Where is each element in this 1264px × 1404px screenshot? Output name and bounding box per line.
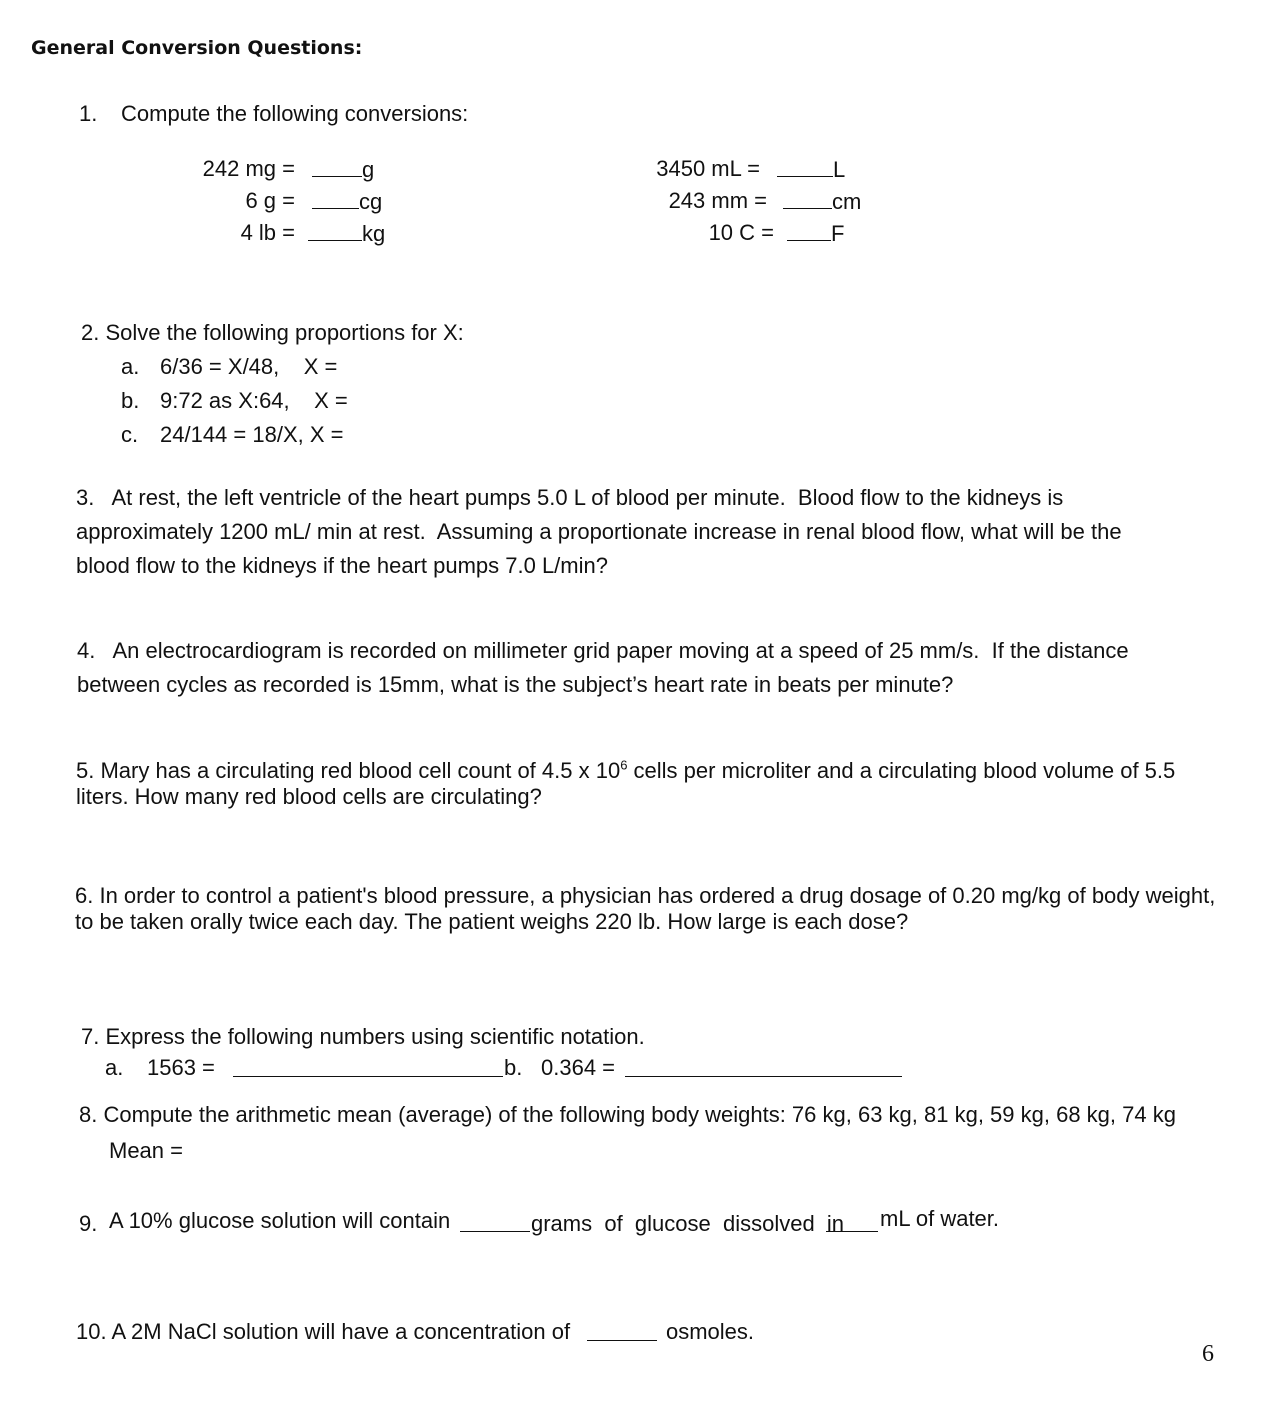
- unit-label: L: [833, 157, 846, 182]
- q1-right-2-answer: [787, 220, 844, 247]
- q7-a-answer-blank[interactable]: [233, 1056, 503, 1077]
- page-number: 6: [1202, 1341, 1214, 1367]
- q7-b-text: 0.364 =: [541, 1055, 616, 1080]
- q1-left-0-lhs: 242 mg =: [202, 156, 295, 181]
- q2-c-letter: c.: [121, 422, 139, 447]
- q2-b-letter: b.: [121, 388, 140, 413]
- q9-part1: A 10% glucose solution will contain: [109, 1208, 451, 1233]
- q2-prompt: 2. Solve the following proportions for X:: [81, 320, 464, 345]
- q1-right-1-lhs: 243 mm =: [668, 188, 767, 213]
- unit-label: cm: [832, 189, 862, 214]
- unit-label: cg: [359, 189, 383, 214]
- q5-exponent: 6: [620, 757, 628, 773]
- unit-label: F: [831, 221, 845, 246]
- answer-blank[interactable]: [308, 220, 362, 241]
- q9-number: 9.: [79, 1211, 98, 1236]
- q5-text-after: cells per microliter and a circulating blood volume of 5.5 liters. How many red blood cells are circulating?: [76, 758, 1176, 809]
- q3-text: 3. At rest, the left ventricle of the heart pumps 5.0 L of blood per minute. Blood flow to the kidneys is approximately 1200 mL/ min at rest. Assuming a proportionate increase in renal blood flow, what will be the blood flow to the kidneys if the heart pumps 7.0 L/min?: [76, 485, 1128, 578]
- q1-left-1-lhs: 6 g =: [245, 188, 295, 213]
- q10-answer-blank[interactable]: [587, 1320, 657, 1341]
- q5-text-before: 5. Mary has a circulating red blood cell count of 4.5 x 10: [76, 758, 621, 783]
- answer-blank[interactable]: [777, 156, 833, 177]
- q1-right-0-lhs: 3450 mL =: [656, 156, 760, 181]
- q7-a-letter: a.: [105, 1055, 124, 1080]
- answer-blank[interactable]: [312, 188, 359, 209]
- q2-a-letter: a.: [121, 354, 140, 379]
- q7-b-answer-blank[interactable]: [625, 1056, 902, 1077]
- answer-blank[interactable]: [787, 220, 831, 241]
- q8-mean-label: Mean =: [109, 1138, 183, 1163]
- q1-left-1-answer: [312, 188, 382, 215]
- q2-c-text: 24/144 = 18/X, X =: [160, 422, 344, 447]
- q7-prompt: 7. Express the following numbers using scientific notation.: [81, 1024, 645, 1049]
- q1-number: 1.: [79, 101, 98, 126]
- q4-text: 4. An electrocardiogram is recorded on millimeter grid paper moving at a speed of 25 mm/s. If the distance between cycles as recorded is 15mm, what is the subject’s heart rate in beats per minute?: [77, 638, 1135, 697]
- q10-part2: osmoles.: [666, 1319, 755, 1344]
- q7-b-letter: b.: [504, 1055, 523, 1080]
- q1-left-0-answer: [312, 156, 374, 183]
- answer-blank[interactable]: [783, 188, 832, 209]
- q10-part1: 10. A 2M NaCl solution will have a concentration of: [76, 1319, 571, 1344]
- q1-right-1-answer: [783, 188, 861, 215]
- unit-label: g: [362, 157, 375, 182]
- q9-ml-blank[interactable]: [826, 1211, 878, 1232]
- answer-blank[interactable]: [312, 156, 362, 177]
- q2-a-text: 6/36 = X/48, X =: [160, 354, 338, 379]
- q1-right-0-answer: [777, 156, 845, 183]
- q5-text: [76, 758, 1186, 810]
- q9-grams-blank[interactable]: [460, 1211, 530, 1232]
- q9-part2: grams of glucose dissolved in: [531, 1211, 845, 1236]
- section-heading: General Conversion Questions:: [31, 37, 363, 59]
- q8-prompt: 8. Compute the arithmetic mean (average) of the following body weights: 76 kg, 63 kg, 81 kg, 59 kg, 68 kg, 74 kg: [79, 1102, 1176, 1127]
- q1-prompt: Compute the following conversions:: [121, 101, 469, 126]
- q9-part3: mL of water.: [880, 1206, 1000, 1231]
- q1-left-2-lhs: 4 lb =: [240, 220, 295, 245]
- q2-b-text: 9:72 as X:64, X =: [160, 388, 348, 413]
- q6-text: 6. In order to control a patient's blood pressure, a physician has ordered a drug dosage of 0.20 mg/kg of body weight, to be taken orally twice each day. The patient weighs 220 lb. How large is each dose?: [75, 883, 1216, 934]
- q1-left-2-answer: [308, 220, 385, 247]
- q7-a-text: 1563 =: [147, 1055, 215, 1080]
- q1-right-2-lhs: 10 C =: [708, 220, 774, 245]
- unit-label: kg: [362, 221, 386, 246]
